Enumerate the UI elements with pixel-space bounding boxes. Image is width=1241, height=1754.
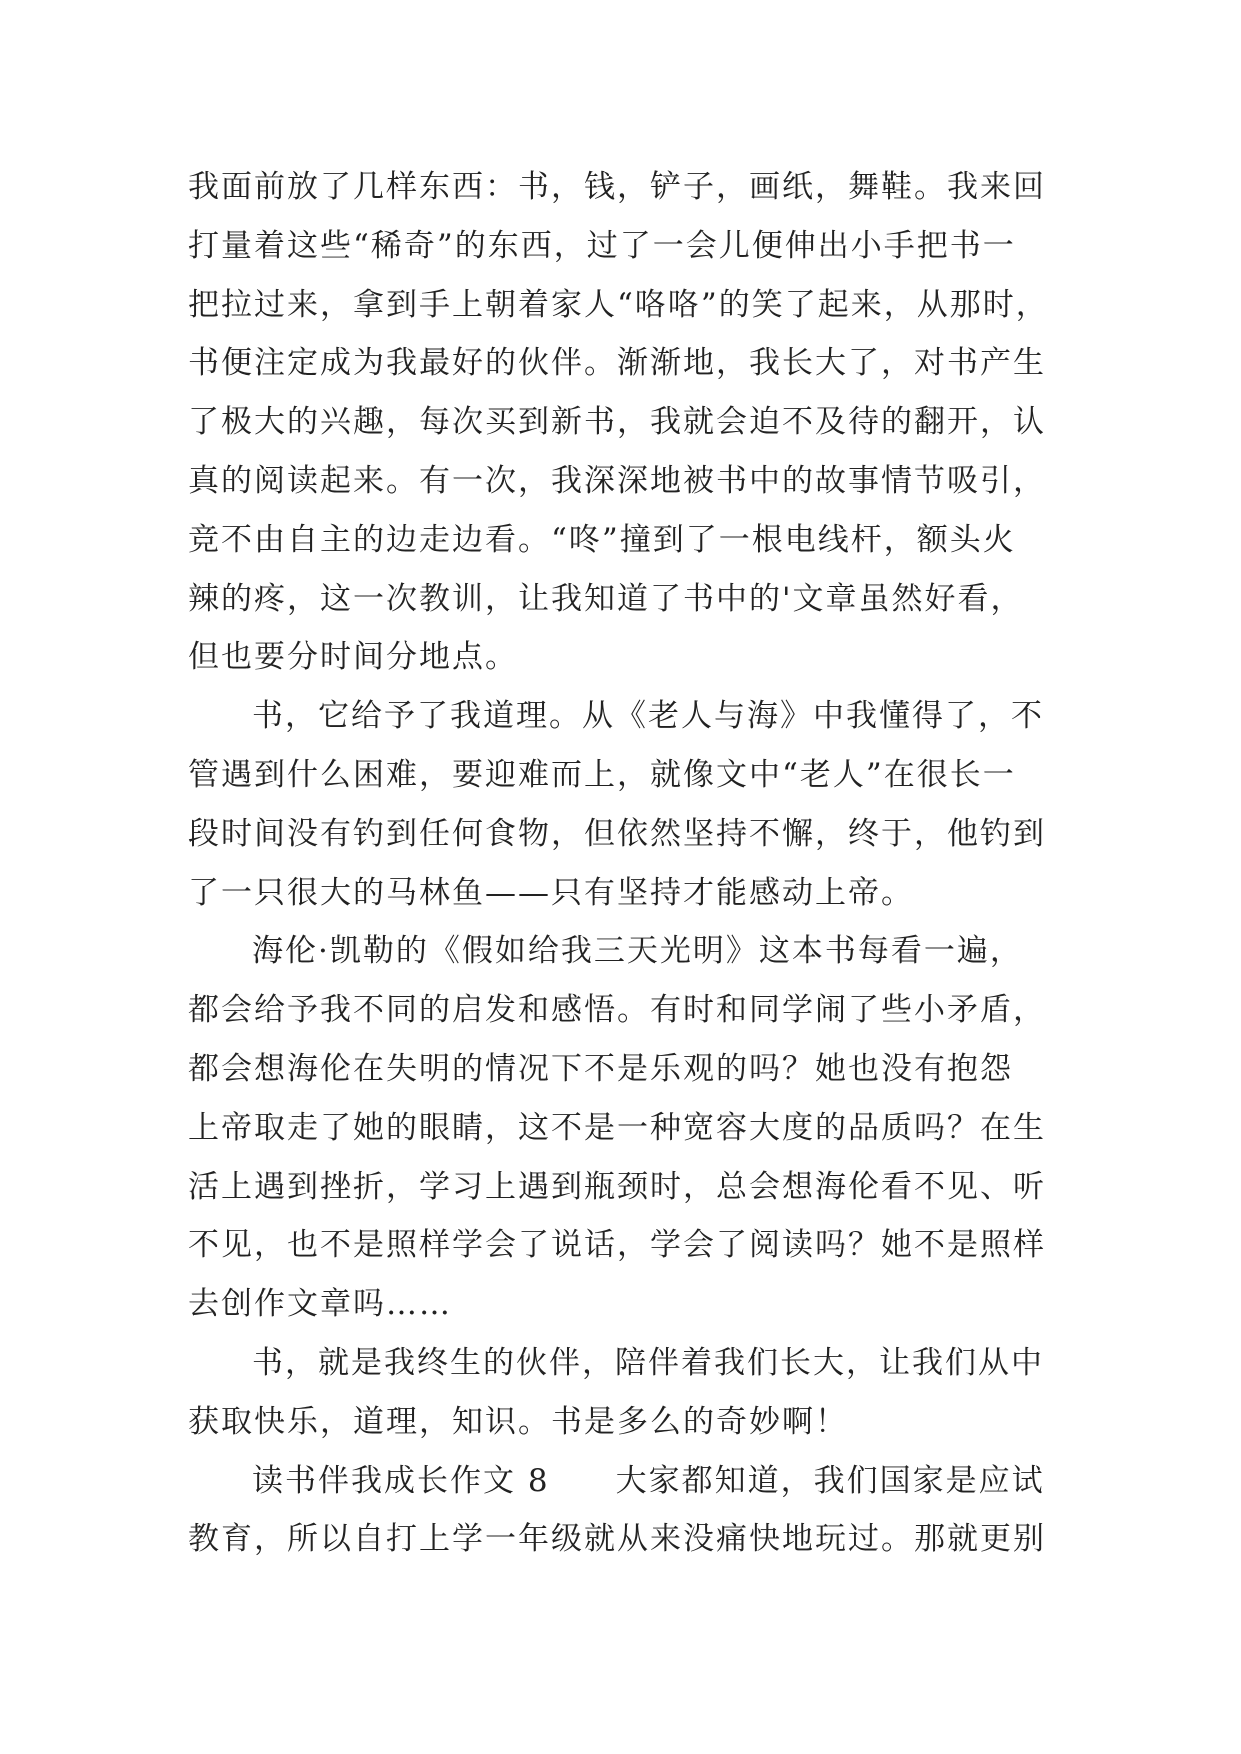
text-line: 活上遇到挫折，学习上遇到瓶颈时，总会想海伦看不见、听 xyxy=(188,1168,1046,1205)
paragraph-first-line: 书，就是我终生的伙伴，陪伴着我们长大，让我们从中 xyxy=(252,1344,1044,1381)
text-line: 打量着这些“稀奇”的东西，过了一会儿便伸出小手把书一 xyxy=(188,227,1016,264)
text-line: 不见，也不是照样学会了说话，学会了阅读吗？她不是照样 xyxy=(188,1227,1046,1264)
document-body xyxy=(188,158,1068,1569)
paragraph-first-line: 海伦·凯勒的《假如给我三天光明》这本书每看一遍， xyxy=(252,933,1023,970)
text-line: 上帝取走了她的眼睛，这不是一种宽容大度的品质吗？在生 xyxy=(188,1109,1046,1146)
text-line: 竞不由自主的边走边看。“咚”撞到了一根电线杆，额头火 xyxy=(188,521,1016,558)
text-line: 管遇到什么困难，要迎难而上，就像文中“老人”在很长一 xyxy=(188,756,1016,793)
text-line: 真的阅读起来。有一次，我深深地被书中的故事情节吸引， xyxy=(188,462,1046,499)
text-line: 去创作文章吗…… xyxy=(188,1286,452,1323)
text-line: 辣的疼，这一次教训，让我知道了书中的'文章虽然好看， xyxy=(188,580,1024,617)
paragraph-first-line: 书，它给予了我道理。从《老人与海》中我懂得了，不 xyxy=(252,698,1044,735)
text-line: 都会给予我不同的启发和感悟。有时和同学闹了些小矛盾， xyxy=(188,992,1046,1029)
text-line: 书便注定成为我最好的伙伴。渐渐地，我长大了，对书产生 xyxy=(188,345,1046,382)
text-line: 我面前放了几样东西：书，钱，铲子，画纸，舞鞋。我来回 xyxy=(188,169,1046,205)
text-line: 教育，所以自打上学一年级就从来没痛快地玩过。那就更别 xyxy=(188,1521,1046,1558)
text-line: 都会想海伦在失明的情况下不是乐观的吗？她也没有抱怨 xyxy=(188,1050,1013,1087)
text-line: 获取快乐，道理，知识。书是多么的奇妙啊！ xyxy=(188,1403,848,1440)
text-line: 但也要分时间分地点。 xyxy=(188,639,518,676)
paragraph-first-line: 读书伴我成长作文 8 大家都知道，我们国家是应试 xyxy=(252,1462,1045,1499)
text-line: 了极大的兴趣，每次买到新书，我就会迫不及待的翻开，认 xyxy=(188,404,1046,441)
text-line: 把拉过来，拿到手上朝着家人“咯咯”的笑了起来，从那时， xyxy=(188,286,1049,323)
text-line: 段时间没有钓到任何食物，但依然坚持不懈，终于，他钓到 xyxy=(188,815,1046,852)
text-line: 了一只很大的马林鱼——只有坚持才能感动上帝。 xyxy=(188,874,914,911)
